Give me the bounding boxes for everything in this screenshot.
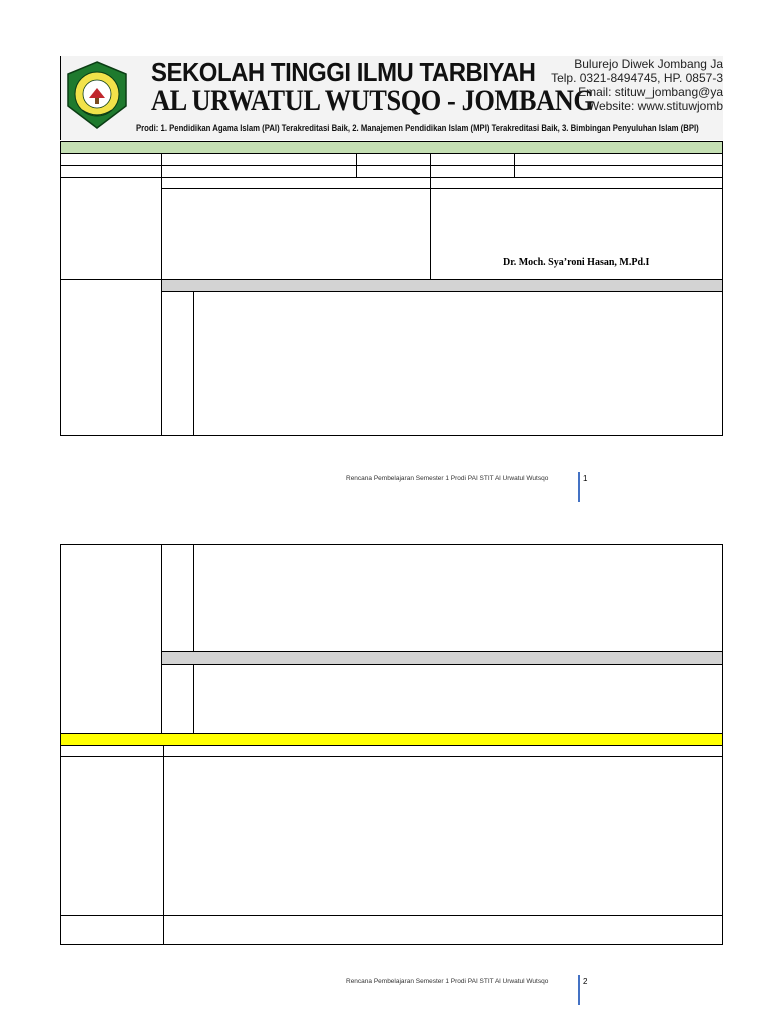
contact-block [523, 57, 723, 113]
college-logo [64, 60, 130, 130]
footer-text: Rencana Pembelajaran Semester 1 Prodi PAI STIT Al Urwatul Wutsqo [346, 475, 549, 482]
prodi-text: Prodi: 1. Pendidikan Agama Islam (PAI) Terakreditasi Baik, 2. Manajemen Pendidikan Islam (MPI) Terakreditasi Baik, 3. Bimbingan Penyuluhan Islam (BPI) [136, 123, 699, 133]
section-bar-gray [162, 280, 722, 292]
footer-divider [578, 975, 580, 1005]
footer-text: Rencana Pembelajaran Semester 1 Prodi PAI STIT Al Urwatul Wutsqo [346, 978, 549, 985]
rps-table-page2 [60, 544, 723, 945]
section-bar-gray [162, 651, 722, 665]
institution-name-line2: AL URWATUL WUTSQO - JOMBANG [151, 84, 594, 117]
website-text: Website: www.stituwjomb [587, 99, 723, 113]
page-number: 1 [583, 474, 588, 483]
phone-text: Telp. 0321-8494745, HP. 0857-3 [551, 71, 723, 85]
institution-name-line1: SEKOLAH TINGGI ILMU TARBIYAH [151, 57, 536, 87]
signatory-name: Dr. Moch. Sya’roni Hasan, M.Pd.I [503, 257, 650, 268]
rps-table-page1 [60, 141, 723, 436]
letterhead [60, 56, 723, 140]
address-text: Bulurejo Diwek Jombang Ja [574, 57, 723, 71]
footer-divider [578, 472, 580, 502]
section-bar-yellow [61, 733, 722, 746]
email-text: Email: stituw_jombang@ya [578, 85, 723, 99]
page-footer-1 [346, 472, 606, 504]
page-number: 2 [583, 977, 588, 986]
page-footer-2 [346, 975, 606, 1007]
